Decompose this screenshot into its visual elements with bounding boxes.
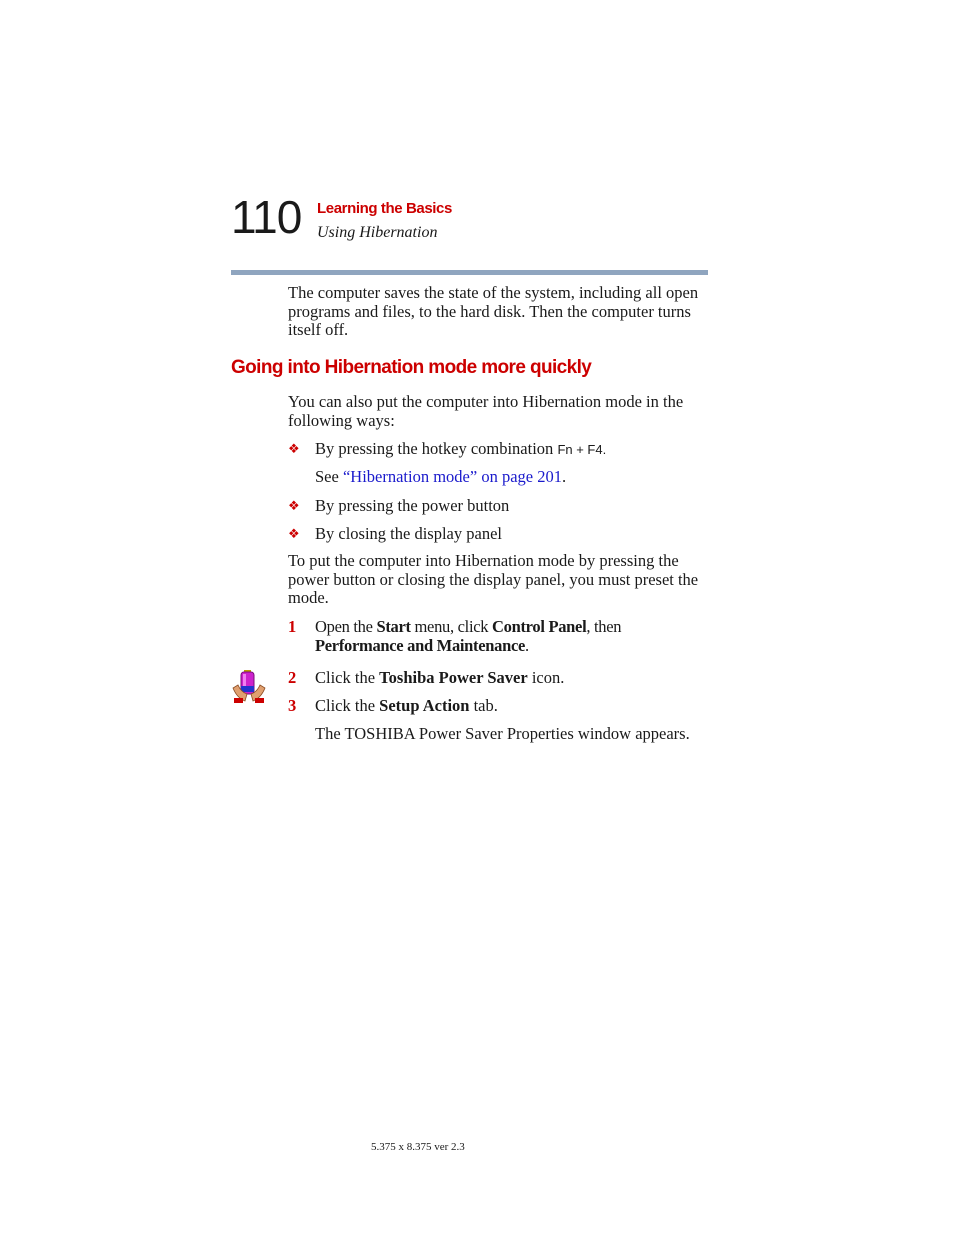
bullet-icon: ❖ <box>288 526 300 541</box>
step-number: 3 <box>288 696 297 715</box>
bullet-item-power-button: By pressing the power button <box>315 496 510 515</box>
step-text: Open the <box>315 617 377 636</box>
step-text: menu, click <box>410 617 493 636</box>
step-text: tab. <box>469 696 498 715</box>
step-text: . <box>525 636 529 655</box>
preset-paragraph <box>288 552 708 608</box>
bullet-icon: ❖ <box>288 441 300 456</box>
preset-line: To put the computer into Hibernation mode by pressing the <box>288 551 679 570</box>
step-bold: Toshiba Power Saver <box>379 668 528 687</box>
step-number: 2 <box>288 668 297 687</box>
step-1-text <box>315 617 708 655</box>
step-text: , then <box>586 617 622 636</box>
ways-line: following ways: <box>288 410 395 430</box>
section-title: Using Hibernation <box>317 224 438 241</box>
see-also <box>315 467 566 486</box>
page-number: 110 <box>231 191 302 243</box>
step-bold: Setup Action <box>379 696 470 715</box>
bullet-item-display-panel: By closing the display panel <box>315 524 502 543</box>
see-also-prefix: See <box>315 467 343 486</box>
step-number: 1 <box>288 617 297 636</box>
step-text: icon. <box>527 668 565 687</box>
preset-line: power button or closing the display panel, you must preset the <box>288 569 699 589</box>
intro-line: The computer saves the state of the system, including all open <box>288 283 699 302</box>
step-1-line-1 <box>315 617 708 636</box>
bullet-text: By pressing the hotkey combination <box>315 439 558 458</box>
hibernation-mode-link[interactable]: “Hibernation mode” on page 201 <box>342 467 562 486</box>
step-bold: Start <box>376 617 411 636</box>
step-bold: Performance and Maintenance <box>315 636 526 655</box>
step-text: Click the <box>315 696 380 715</box>
step-3-text <box>315 696 498 715</box>
step-text: Click the <box>315 668 380 687</box>
power-saver-battery-icon <box>231 668 267 704</box>
ways-paragraph <box>288 393 708 430</box>
bullet-item-hotkey <box>315 439 606 459</box>
intro-line: itself off. <box>288 320 349 339</box>
chapter-title: Learning the Basics <box>317 200 452 217</box>
intro-line: programs and files, to the hard disk. Then the computer turns <box>288 301 691 321</box>
section-heading: Going into Hibernation mode more quickly <box>231 357 592 378</box>
bullet-icon: ❖ <box>288 498 300 513</box>
hotkey-label: Fn + F4 <box>557 442 603 457</box>
see-also-suffix: . <box>561 467 567 486</box>
result-text: The TOSHIBA Power Saver Properties window appears. <box>315 724 690 743</box>
step-2-text <box>315 668 564 687</box>
intro-paragraph <box>288 284 708 340</box>
preset-line: mode. <box>288 588 329 607</box>
header-divider <box>231 270 708 275</box>
step-bold: Control Panel <box>492 617 587 636</box>
page-footer: 5.375 x 8.375 ver 2.3 <box>371 1141 465 1153</box>
step-1-line-2 <box>315 636 708 655</box>
ways-line: You can also put the computer into Hibernation mode in the <box>288 392 684 411</box>
bullet-suffix: . <box>602 442 607 457</box>
